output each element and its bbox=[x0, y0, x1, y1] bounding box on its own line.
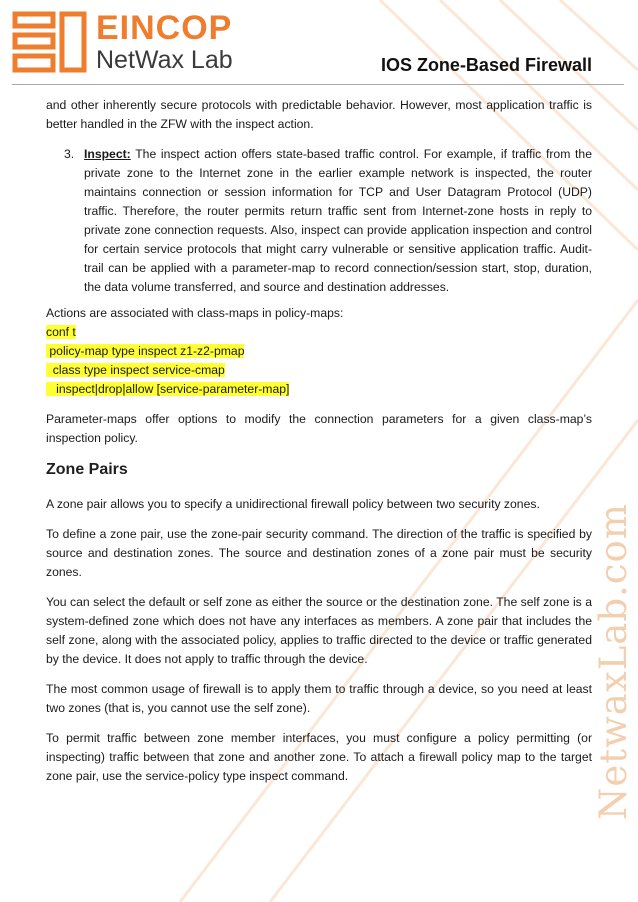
document-body bbox=[46, 96, 592, 797]
watermark-text: NetwaxLab.com bbox=[592, 503, 635, 820]
header-divider bbox=[12, 84, 624, 85]
code-block bbox=[46, 323, 592, 399]
continuation-paragraph: and other inherently secure protocols with predictable behavior. However, most application traffic is better handled in the ZFW with the inspect action. bbox=[46, 98, 592, 131]
list-text: The inspect action offers state-based traffic control. For example, if traffic from the private zone to the Internet zone in the earlier example network is inspected, the router maintains connection or session information for TCP and User Datagram Protocol (UDP) traffic. Therefore, the router permits return traffic sent from Internet-zone hosts in reply to private zone connection requests. Also, inspect can provide application inspection and control for certain service protocols that might carry vulnerable or sensitive application traffic. Audit-trail can be applied with a parameter-map to record connection/session start, stop, duration, the data volume transferred, and source and destination addresses. bbox=[84, 147, 592, 294]
actions-intro: Actions are associated with class-maps in policy-maps: bbox=[46, 306, 344, 320]
brand-name: EINCOP bbox=[96, 9, 233, 47]
document-title: IOS Zone-Based Firewall bbox=[380, 55, 592, 75]
section-heading: Zone Pairs bbox=[46, 461, 128, 478]
paragraph: A zone pair allows you to specify a unidirectional firewall policy between two security zones. bbox=[46, 497, 540, 511]
list-item-inspect bbox=[64, 145, 592, 297]
brand-subtitle: NetWax Lab bbox=[96, 46, 233, 74]
code-line: policy-map type inspect z1-z2-pmap bbox=[46, 344, 245, 358]
paragraph: To permit traffic between zone member interfaces, you must configure a policy permitting (or inspecting) traffic between that zone and another zone. To attach a firewall policy map to the target zone pair, use the service-policy type inspect command. bbox=[46, 731, 592, 783]
code-line: class type inspect service-cmap bbox=[46, 363, 225, 377]
code-line: inspect|drop|allow [service-parameter-map] bbox=[46, 382, 290, 396]
code-line: conf t bbox=[46, 325, 76, 339]
paragraph: To define a zone pair, use the zone-pair security command. The direction of the traffic is specified by source and destination zones. The source and destination zones of a zone pair must be security zones. bbox=[46, 527, 592, 579]
paragraph: The most common usage of firewall is to apply them to traffic through a device, so you need at least two zones (that is, you cannot use the self zone). bbox=[46, 682, 592, 715]
paragraph: You can select the default or self zone as either the source or the destination zone. The self zone is a system-defined zone which does not have any interfaces as members. A zone pair that includes the self zone, along with the associated policy, applies to traffic directed to the device or traffic generated by the device. It does not apply to traffic through the device. bbox=[46, 595, 592, 666]
logo-icon bbox=[12, 11, 90, 75]
parameter-maps-paragraph: Parameter-maps offer options to modify the connection parameters for a given class-map’s inspection policy. bbox=[46, 412, 592, 445]
list-number: 3. bbox=[64, 147, 75, 161]
list-term: Inspect: bbox=[84, 147, 131, 161]
